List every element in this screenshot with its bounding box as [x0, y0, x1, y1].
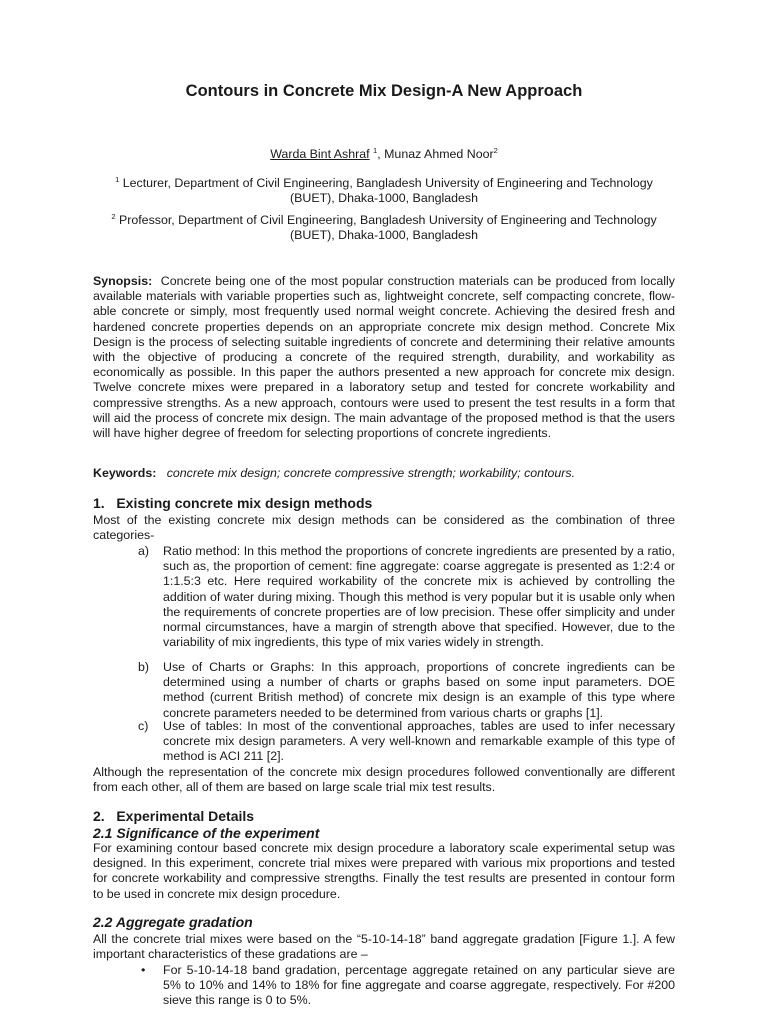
affiliation-1-mark: 1	[115, 175, 120, 184]
author-1: Warda Bint Ashraf	[270, 147, 370, 161]
section-2-2-text: All the concrete trial mixes were based on the “5-10-14-18” band aggregate gradation [Figure 1.]. A few important characteristics of these gradations are –	[93, 932, 675, 962]
list-item-text: Ratio method: In this method the proportions of concrete ingredients are presented by a ratio, such as, the proportion of cement: fine aggregate: coarse aggregate is presented as 1:2:4 or 1:1.5:3 etc. Here required workability of the concrete mix is achieved by controlling the addition of water during mixing. Though this method is very popular but it is usable only when the requirements of concrete properties are of low precision. These offer simplicity and under normal circumstances, have a margin of strength above that specified. However, due to the variability of mix ingredients, this type of mix varies widely in strength.	[163, 544, 675, 650]
list-item-text: Use of Charts or Graphs: In this approach, proportions of concrete ingredients can be determined using a number of charts or graphs based on some input parameters. DOE method (current British method) of concrete mix design is an example of this type where concrete parameters needed to be determined from various charts or graphs [1].	[163, 660, 675, 720]
author-line	[93, 146, 675, 162]
author-separator: ,	[377, 147, 385, 161]
synopsis	[93, 274, 675, 441]
section-2-1-heading: 2.1 Significance of the experiment	[93, 825, 320, 841]
section-1-closing: Although the representation of the concrete mix design procedures followed conventionally are different from each other, all of them are based on large scale trial mix test results.	[93, 765, 675, 795]
affiliation-1	[93, 176, 675, 206]
list-item-text: For 5-10-14-18 band gradation, percentage aggregate retained on any particular sieve are 5% to 10% and 14% to 18% for fine aggregate and coarse aggregate, respectively. For #200 sieve this range is 0 to 5%.	[163, 963, 675, 1008]
list-marker: a)	[138, 544, 150, 558]
affiliation-2-mark: 2	[111, 212, 116, 221]
bullet-marker: •	[141, 963, 146, 977]
keywords-text: concrete mix design; concrete compressive strength; workability; contours.	[166, 466, 576, 480]
section-2-1-text: For examining contour based concrete mix design procedure a laboratory scale experimental setup was designed. In this experiment, concrete trial mixes were prepared with various mix proportions and tested for concrete workability and compressive strengths. Finally the test results are presented in contour form to be used in concrete mix design procedure.	[93, 841, 675, 901]
list-marker: c)	[138, 719, 149, 733]
author-1-affiliation-mark: 1	[373, 146, 378, 155]
affiliation-2-text: Professor, Department of Civil Engineering, Bangladesh University of Engineering and Technology (BUET), Dhaka-1000, Bangladesh	[118, 213, 657, 243]
section-1-intro: Most of the existing concrete mix design methods can be considered as the combination of three categories-	[93, 513, 675, 543]
paper-title: Contours in Concrete Mix Design-A New Approach	[185, 82, 583, 100]
author-2-affiliation-mark: 2	[493, 146, 498, 155]
section-2-heading: 2. Experimental Details	[93, 808, 255, 824]
synopsis-label: Synopsis:	[93, 274, 153, 288]
list-marker: b)	[138, 660, 150, 674]
synopsis-text: Concrete being one of the most popular construction materials can be produced from locally available materials with variable properties such as, lightweight concrete, self compacting concrete, flow-able concrete or simply, most frequently used normal weight concrete. Achieving the desired fresh and hardened concrete properties depends on an appropriate concrete mix design method. Concrete Mix Design is the process of selecting suitable ingredients of concrete and determining their relative amounts with the objective of producing a concrete of the required strength, durability, and workability as economically as possible. In this paper the authors presented a new approach for concrete mix design. Twelve concrete mixes were prepared in a laboratory setup and tested for concrete workability and compressive strengths. As a new approach, contours were used to present the test results in a form that will aid the process of concrete mix design. The main advantage of the proposed method is that the users will have higher degree of freedom for selecting proportions of concrete ingredients.	[93, 274, 675, 441]
list-item-text: Use of tables: In most of the conventional approaches, tables are used to infer necessary concrete mix design parameters. A very well-known and remarkable example of this type of method is ACI 211 [2].	[163, 719, 675, 764]
section-1-heading: 1. Existing concrete mix design methods	[93, 495, 373, 511]
section-2-2-heading: 2.2 Aggregate gradation	[93, 914, 253, 930]
keywords	[93, 466, 675, 481]
author-2: Munaz Ahmed Noor	[384, 147, 494, 161]
affiliation-1-text: Lecturer, Department of Civil Engineering, Bangladesh University of Engineering and Technology (BUET), Dhaka-1000, Bangladesh	[122, 176, 653, 206]
affiliation-2	[93, 213, 675, 243]
keywords-label: Keywords:	[93, 466, 157, 480]
